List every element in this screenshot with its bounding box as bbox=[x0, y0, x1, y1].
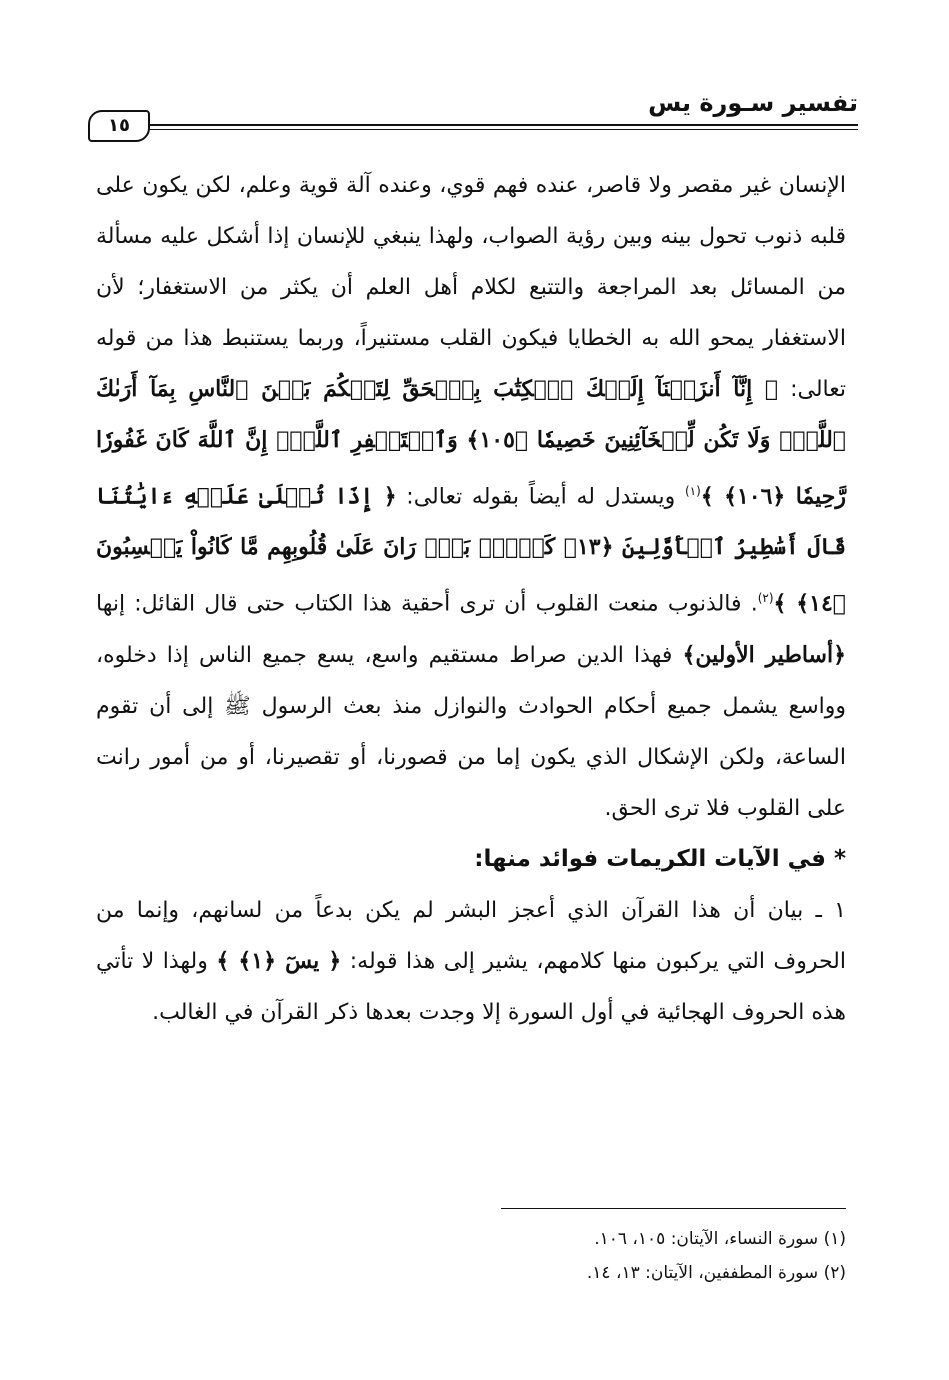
paragraph-2 bbox=[96, 885, 846, 1038]
section-heading: * في الآيات الكريمات فوائد منها: bbox=[474, 845, 846, 872]
paragraph-1 bbox=[96, 160, 846, 834]
footnote-ref-1: (١) bbox=[684, 484, 701, 498]
quran-verse-mutaffifin: ﴿ إِذَا تُتۡلَىٰ عَلَيۡهِ ءَايَٰتُنَا قَالَ أَسَٰطِيرُ ٱلۡأَوَّلِينَ ﴿١٣﴾ كَلَّاۖ بَلۡۜ رَانَ عَلَىٰ قُلُوبِهِم مَّا كَانُواْ يَكۡسِبُونَ ﴿١٤﴾ ﴾ bbox=[96, 483, 846, 617]
paragraph-1-part-a: الإنسان غير مقصر ولا قاصر، عنده فهم قوي، وعنده آلة قوية وعلم، لكن يكون على قلبه ذنوب تحول بينه وبين رؤية الصواب، ولهذا ينبغي للإنسان إذا أشكل عليه مسألة من المسائل بعد المراجعة والتتبع لكلام أهل العلم أن يكثر من الاستغفار؛ لأن الاستغفار يمحو الله به الخطايا فيكون القلب مستنيراً، وربما يستنبط هذا من قوله تعالى: bbox=[96, 173, 846, 402]
footnote-ref-2: (٢) bbox=[757, 591, 774, 606]
footnote-separator bbox=[501, 1208, 846, 1209]
footnotes bbox=[146, 1222, 846, 1290]
paragraph-1-part-c: . فالذنوب منعت القلوب أن ترى أحقية هذا الكتاب حتى قال القائل: إنها bbox=[96, 591, 758, 617]
header-rule-thin bbox=[148, 129, 858, 130]
main-text bbox=[96, 160, 846, 1038]
quote-asatir: ﴿أساطير الأولين﴾ bbox=[682, 641, 846, 668]
page-number: ١٥ bbox=[88, 110, 150, 142]
header-rule bbox=[148, 124, 858, 126]
quran-verse-yasin: ﴿ يسٓ ﴿١﴾ ﴾ bbox=[216, 947, 342, 974]
page-header bbox=[88, 88, 858, 148]
paragraph-2-part-b: ولهذا لا تأتي هذه الحروف الهجائية في أول السورة إلا وجدت بعدها ذكر القرآن في الغالب. bbox=[96, 948, 846, 1025]
paragraph-1-part-b: ويستدل له أيضاً بقوله تعالى: bbox=[396, 484, 685, 510]
quran-verse-nisa: ﴿ إِنَّآ أَنزَلۡنَآ إِلَيۡكَ ٱلۡكِتَٰبَ بِٱلۡحَقِّ لِتَحۡكُمَ بَيۡنَ ٱلنَّاسِ بِمَآ أَرَىٰكَ ٱللَّهُۚ وَلَا تَكُن لِّلۡخَآئِنِينَ خَصِيمٗا ﴿١٠٥﴾ وَٱسۡتَغۡفِرِ ٱللَّهَۖ إِنَّ ٱللَّهَ كَانَ غَفُورٗا رَّحِيمٗا ﴿١٠٦﴾ ﴾ bbox=[96, 376, 846, 510]
footnote-1: (١) سورة النساء، الآيتان: ١٠٥، ١٠٦. bbox=[594, 1229, 846, 1249]
footnote-2: (٢) سورة المطففين، الآيتان: ١٣، ١٤. bbox=[586, 1263, 846, 1283]
running-title: تفسير سـورة يس bbox=[648, 89, 858, 117]
paragraph-1-part-d: فهذا الدين صراط مستقيم واسع، يسع جميع الناس إذا دخلوه، وواسع يشمل جميع أحكام الحوادث والنوازل منذ بعث الرسول ﷺ إلى أن تقوم الساعة، ولكن الإشكال الذي يكون إما من قصورنا، أو تقصيرنا، أو من أمور رانت على القلوب فلا ترى الحق. bbox=[96, 642, 846, 821]
paragraph-2-part-a: ١ ـ بيان أن هذا القرآن الذي أعجز البشر لم يكن بدعاً من لسانهم، وإنما من الحروف التي يركبون منها كلامهم، يشير إلى هذا قوله: bbox=[96, 897, 846, 974]
